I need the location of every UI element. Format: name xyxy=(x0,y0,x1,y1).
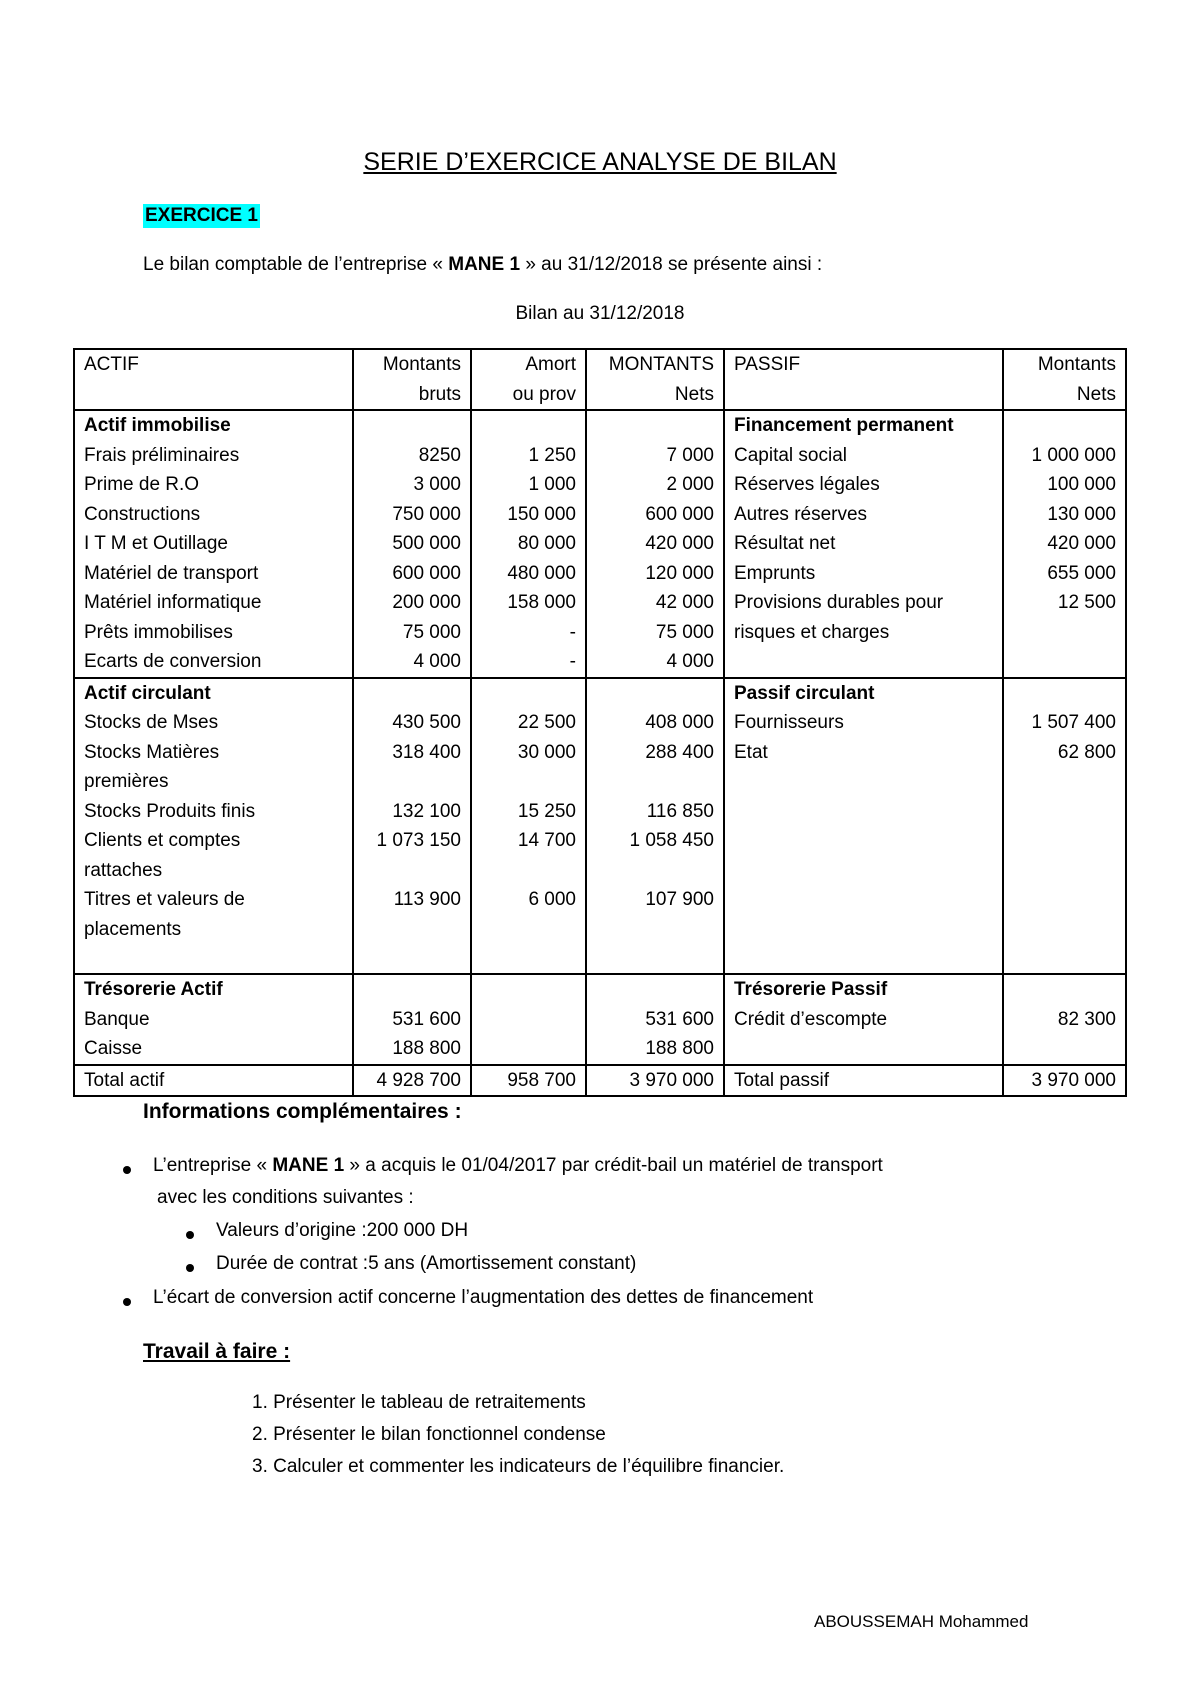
cell-actif: Titres et valeurs de xyxy=(74,885,353,915)
cell-amort xyxy=(471,915,586,945)
balance-sheet-table xyxy=(73,348,1127,1097)
cell-pnets xyxy=(1003,647,1126,678)
cell-actif: Frais préliminaires xyxy=(74,441,353,471)
cell-passif xyxy=(724,856,1003,886)
cell-nets xyxy=(586,410,724,441)
cell-actif: Constructions xyxy=(74,500,353,530)
cell-bruts: 430 500 xyxy=(353,708,471,738)
cell-actif: Trésorerie Actif xyxy=(74,974,353,1005)
cell-amort: 80 000 xyxy=(471,529,586,559)
sub-bullet-dot xyxy=(186,1264,194,1272)
cell-amort: 1 000 xyxy=(471,470,586,500)
info-sub-bullet-2: Durée de contrat :5 ans (Amortissement constant) xyxy=(216,1253,637,1274)
cell-bruts: 200 000 xyxy=(353,588,471,618)
cell-amort: 22 500 xyxy=(471,708,586,738)
cell-amort xyxy=(471,974,586,1005)
cell-amort: 150 000 xyxy=(471,500,586,530)
cell-nets: 7 000 xyxy=(586,441,724,471)
cell-amort: 1 250 xyxy=(471,441,586,471)
intro-before: Le bilan comptable de l’entreprise « xyxy=(143,254,449,275)
cell-amort: - xyxy=(471,647,586,678)
table-row xyxy=(74,826,1126,856)
cell-actif: Clients et comptes xyxy=(74,826,353,856)
cell-nets xyxy=(586,944,724,974)
cell-actif: premières xyxy=(74,767,353,797)
cell-bruts: 188 800 xyxy=(353,1034,471,1065)
cell-passif xyxy=(724,826,1003,856)
cell-amort xyxy=(471,1034,586,1065)
info-bullet-1: L’entreprise « MANE 1 » a acquis le 01/04/2017 par crédit-bail un matériel de transport xyxy=(153,1155,883,1176)
cell-amort xyxy=(471,856,586,886)
table-row xyxy=(74,500,1126,530)
cell-pnets: 82 300 xyxy=(1003,1005,1126,1035)
cell-passif xyxy=(724,647,1003,678)
cell-amort xyxy=(471,767,586,797)
cell-passif xyxy=(724,944,1003,974)
info-bullet-2: L’écart de conversion actif concerne l’augmentation des dettes de financement xyxy=(153,1287,814,1308)
cell-passif: Etat xyxy=(724,738,1003,768)
cell-bruts: 531 600 xyxy=(353,1005,471,1035)
cell-nets: 408 000 xyxy=(586,708,724,738)
cell-pnets: 130 000 xyxy=(1003,500,1126,530)
cell-pnets xyxy=(1003,618,1126,648)
cell-bruts: 600 000 xyxy=(353,559,471,589)
cell-nets: 116 850 xyxy=(586,797,724,827)
table-row xyxy=(74,441,1126,471)
cell-bruts xyxy=(353,974,471,1005)
cell-pnets xyxy=(1003,944,1126,974)
cell-nets: 288 400 xyxy=(586,738,724,768)
cell-pnets: 62 800 xyxy=(1003,738,1126,768)
cell-passif xyxy=(724,885,1003,915)
cell-pnets xyxy=(1003,1034,1126,1065)
cell-bruts: 4 000 xyxy=(353,647,471,678)
cell-bruts xyxy=(353,944,471,974)
table-row xyxy=(74,618,1126,648)
cell-passif: Résultat net xyxy=(724,529,1003,559)
cell-nets: 120 000 xyxy=(586,559,724,589)
table-row xyxy=(74,944,1126,974)
header-actif: ACTIF xyxy=(74,349,353,410)
bullet1-company: MANE 1 xyxy=(272,1155,345,1176)
cell-nets: 188 800 xyxy=(586,1034,724,1065)
cell-bruts xyxy=(353,410,471,441)
cell-actif: Stocks Produits finis xyxy=(74,797,353,827)
cell-pnets xyxy=(1003,826,1126,856)
table-row xyxy=(74,767,1126,797)
cell-passif: Total passif xyxy=(724,1065,1003,1097)
header-montants-bruts: Montants bruts xyxy=(353,349,471,410)
section-row xyxy=(74,410,1126,441)
cell-pnets xyxy=(1003,410,1126,441)
info-heading: Informations complémentaires : xyxy=(143,1100,462,1123)
document-title: SERIE D’EXERCICE ANALYSE DE BILAN xyxy=(363,148,837,176)
task-item: 2. Présenter le bilan fonctionnel condense xyxy=(252,1424,606,1445)
header-montants-nets: MONTANTS Nets xyxy=(586,349,724,410)
cell-actif: Actif circulant xyxy=(74,678,353,709)
cell-bruts: 500 000 xyxy=(353,529,471,559)
cell-bruts: 3 000 xyxy=(353,470,471,500)
cell-pnets xyxy=(1003,678,1126,709)
intro-after: » au 31/12/2018 se présente ainsi : xyxy=(520,254,823,275)
cell-nets: 420 000 xyxy=(586,529,724,559)
cell-bruts xyxy=(353,678,471,709)
table-row xyxy=(74,797,1126,827)
cell-amort: - xyxy=(471,618,586,648)
cell-passif xyxy=(724,797,1003,827)
table-row xyxy=(74,738,1126,768)
cell-bruts: 1 073 150 xyxy=(353,826,471,856)
cell-actif xyxy=(74,944,353,974)
cell-passif: Trésorerie Passif xyxy=(724,974,1003,1005)
total-row xyxy=(74,1065,1126,1097)
info-bullet-1-line2: avec les conditions suivantes : xyxy=(157,1187,414,1208)
table-row xyxy=(74,915,1126,945)
exercise-label: EXERCICE 1 xyxy=(145,205,258,226)
cell-bruts xyxy=(353,767,471,797)
cell-nets xyxy=(586,856,724,886)
table-caption: Bilan au 31/12/2018 xyxy=(515,303,685,324)
cell-actif: Total actif xyxy=(74,1065,353,1097)
cell-nets xyxy=(586,915,724,945)
cell-actif: Ecarts de conversion xyxy=(74,647,353,678)
task-item: 1. Présenter le tableau de retraitements xyxy=(252,1392,586,1413)
cell-pnets xyxy=(1003,974,1126,1005)
cell-nets xyxy=(586,767,724,797)
cell-bruts: 318 400 xyxy=(353,738,471,768)
cell-pnets xyxy=(1003,915,1126,945)
cell-actif: placements xyxy=(74,915,353,945)
cell-bruts: 113 900 xyxy=(353,885,471,915)
table-row xyxy=(74,470,1126,500)
cell-amort xyxy=(471,944,586,974)
sub-bullet-dot xyxy=(186,1231,194,1239)
bullet-dot xyxy=(123,1298,131,1306)
cell-bruts: 8250 xyxy=(353,441,471,471)
cell-passif: Financement permanent xyxy=(724,410,1003,441)
table-row xyxy=(74,588,1126,618)
cell-amort: 158 000 xyxy=(471,588,586,618)
cell-nets: 42 000 xyxy=(586,588,724,618)
cell-passif: Crédit d’escompte xyxy=(724,1005,1003,1035)
cell-nets: 1 058 450 xyxy=(586,826,724,856)
cell-bruts: 4 928 700 xyxy=(353,1065,471,1097)
section-row xyxy=(74,974,1126,1005)
cell-passif xyxy=(724,767,1003,797)
cell-actif: rattaches xyxy=(74,856,353,886)
bullet-dot xyxy=(123,1166,131,1174)
cell-actif: Banque xyxy=(74,1005,353,1035)
cell-passif: risques et charges xyxy=(724,618,1003,648)
cell-amort: 15 250 xyxy=(471,797,586,827)
intro-text xyxy=(143,254,822,276)
cell-passif: Emprunts xyxy=(724,559,1003,589)
cell-amort xyxy=(471,678,586,709)
cell-amort: 6 000 xyxy=(471,885,586,915)
cell-passif: Réserves légales xyxy=(724,470,1003,500)
cell-actif: Matériel informatique xyxy=(74,588,353,618)
cell-bruts xyxy=(353,856,471,886)
cell-nets xyxy=(586,678,724,709)
section-row xyxy=(74,678,1126,709)
cell-pnets xyxy=(1003,856,1126,886)
cell-passif: Provisions durables pour xyxy=(724,588,1003,618)
cell-bruts xyxy=(353,915,471,945)
cell-pnets xyxy=(1003,885,1126,915)
cell-amort xyxy=(471,410,586,441)
cell-pnets xyxy=(1003,797,1126,827)
cell-actif: Prêts immobilises xyxy=(74,618,353,648)
cell-nets: 600 000 xyxy=(586,500,724,530)
cell-nets: 75 000 xyxy=(586,618,724,648)
cell-actif: Stocks Matières xyxy=(74,738,353,768)
cell-amort xyxy=(471,1005,586,1035)
cell-passif: Passif circulant xyxy=(724,678,1003,709)
table-row xyxy=(74,647,1126,678)
cell-amort: 958 700 xyxy=(471,1065,586,1097)
header-passif: PASSIF xyxy=(724,349,1003,410)
task-item: 3. Calculer et commenter les indicateurs de l’équilibre financier. xyxy=(252,1456,785,1477)
cell-bruts: 132 100 xyxy=(353,797,471,827)
cell-nets: 531 600 xyxy=(586,1005,724,1035)
cell-amort: 14 700 xyxy=(471,826,586,856)
table-row xyxy=(74,529,1126,559)
cell-nets: 2 000 xyxy=(586,470,724,500)
header-passif-nets: Montants Nets xyxy=(1003,349,1126,410)
cell-pnets: 12 500 xyxy=(1003,588,1126,618)
table-row xyxy=(74,1034,1126,1065)
cell-actif: Stocks de Mses xyxy=(74,708,353,738)
cell-passif xyxy=(724,915,1003,945)
table-row xyxy=(74,559,1126,589)
cell-bruts: 75 000 xyxy=(353,618,471,648)
cell-pnets xyxy=(1003,767,1126,797)
cell-pnets: 1 507 400 xyxy=(1003,708,1126,738)
cell-passif: Capital social xyxy=(724,441,1003,471)
cell-bruts: 750 000 xyxy=(353,500,471,530)
table-header-row xyxy=(74,349,1126,410)
cell-pnets: 420 000 xyxy=(1003,529,1126,559)
header-amort: Amort ou prov xyxy=(471,349,586,410)
table-row xyxy=(74,856,1126,886)
cell-pnets: 3 970 000 xyxy=(1003,1065,1126,1097)
cell-nets: 3 970 000 xyxy=(586,1065,724,1097)
cell-actif: I T M et Outillage xyxy=(74,529,353,559)
cell-passif: Autres réserves xyxy=(724,500,1003,530)
todo-heading: Travail à faire : xyxy=(143,1340,291,1363)
cell-actif: Prime de R.O xyxy=(74,470,353,500)
table-row xyxy=(74,885,1126,915)
cell-pnets: 100 000 xyxy=(1003,470,1126,500)
info-sub-bullet-1: Valeurs d’origine :200 000 DH xyxy=(216,1220,469,1241)
cell-passif: Fournisseurs xyxy=(724,708,1003,738)
cell-pnets: 655 000 xyxy=(1003,559,1126,589)
cell-amort: 30 000 xyxy=(471,738,586,768)
table-row xyxy=(74,708,1126,738)
cell-pnets: 1 000 000 xyxy=(1003,441,1126,471)
cell-actif: Actif immobilise xyxy=(74,410,353,441)
cell-amort: 480 000 xyxy=(471,559,586,589)
intro-company: MANE 1 xyxy=(448,254,521,275)
author-footer: ABOUSSEMAH Mohammed xyxy=(814,1612,1029,1631)
cell-nets: 4 000 xyxy=(586,647,724,678)
cell-passif xyxy=(724,1034,1003,1065)
cell-nets: 107 900 xyxy=(586,885,724,915)
cell-nets xyxy=(586,974,724,1005)
cell-actif: Matériel de transport xyxy=(74,559,353,589)
cell-actif: Caisse xyxy=(74,1034,353,1065)
table-row xyxy=(74,1005,1126,1035)
